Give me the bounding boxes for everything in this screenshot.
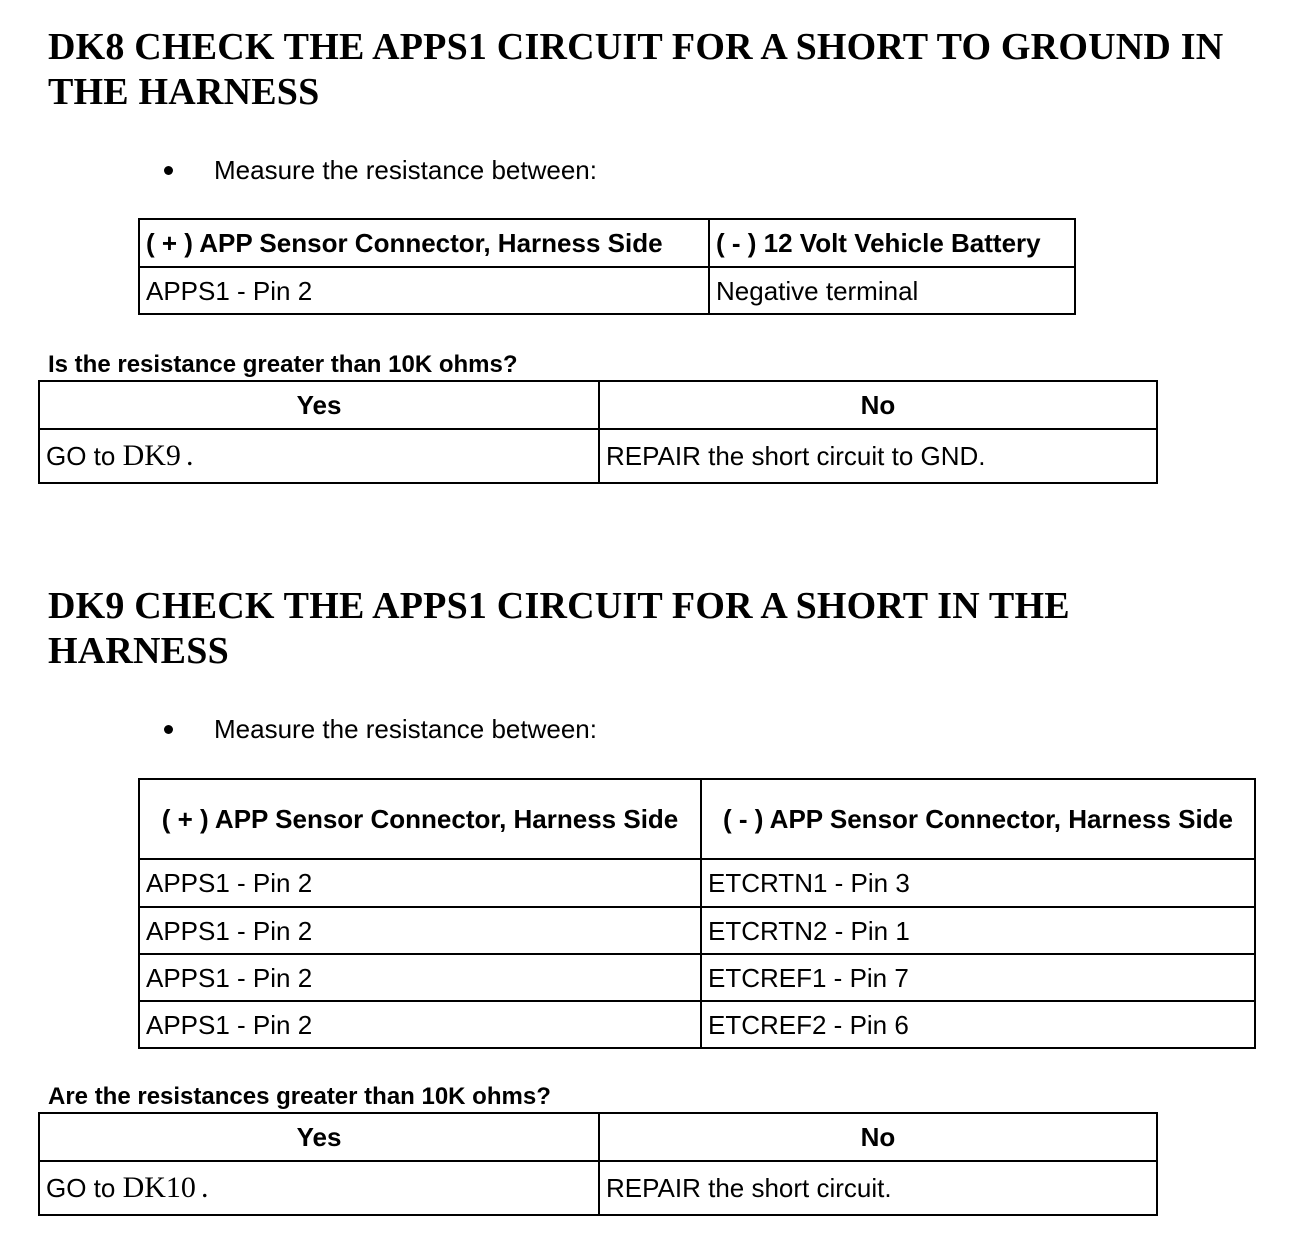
dk8-question: Is the resistance greater than 10K ohms? (48, 351, 518, 378)
bullet-dot-icon (164, 725, 173, 734)
table-row (39, 429, 1157, 483)
dk9-measure-cell: APPS1 - Pin 2 (139, 954, 701, 1001)
dk8-bullet-text: Measure the resistance between: (214, 155, 597, 185)
table-row (139, 859, 1255, 907)
dk9-measure-cell: ETCRTN2 - Pin 1 (701, 907, 1255, 954)
dk8-yes-prefix: GO to (46, 441, 116, 471)
dk9-yes-suffix: . (200, 1171, 209, 1204)
bullet-dot-icon (164, 166, 173, 175)
table-row (39, 1161, 1157, 1215)
dk9-yes-header: Yes (39, 1113, 599, 1161)
dk8-yes-suffix: . (185, 439, 194, 472)
dk8-no-cell: REPAIR the short circuit to GND. (599, 429, 1157, 483)
table-row (139, 1001, 1255, 1048)
dk9-measure-cell: ETCREF2 - Pin 6 (701, 1001, 1255, 1048)
table-row (139, 907, 1255, 954)
table-row (139, 267, 1075, 314)
dk8-measure-cell: Negative terminal (709, 267, 1075, 314)
table-row (139, 954, 1255, 1001)
dk8-heading: DK8 CHECK THE APPS1 CIRCUIT FOR A SHORT TO GROUND IN THE HARNESS (48, 26, 1224, 113)
dk9-measure-cell: APPS1 - Pin 2 (139, 1001, 701, 1048)
dk9-measure-header-plus: ( + ) APP Sensor Connector, Harness Side (139, 779, 701, 859)
dk8-measure-cell: APPS1 - Pin 2 (139, 267, 709, 314)
dk8-yes-cell (39, 429, 599, 483)
goto-dk9-link[interactable]: DK9 (122, 439, 181, 472)
dk9-measure-header-minus: ( - ) APP Sensor Connector, Harness Side (701, 779, 1255, 859)
dk9-yes-cell (39, 1161, 599, 1215)
dk8-measure-header-plus: ( + ) APP Sensor Connector, Harness Side (139, 219, 709, 267)
dk9-answer-table (38, 1112, 1158, 1216)
dk8-measure-header-minus: ( - ) 12 Volt Vehicle Battery (709, 219, 1075, 267)
dk8-measure-table (138, 218, 1076, 315)
dk9-measure-cell: APPS1 - Pin 2 (139, 859, 701, 907)
dk9-measure-table (138, 778, 1256, 1049)
dk9-no-header: No (599, 1113, 1157, 1161)
goto-dk10-link[interactable]: DK10 (122, 1171, 196, 1204)
dk8-answer-table (38, 380, 1158, 484)
dk9-measure-cell: ETCRTN1 - Pin 3 (701, 859, 1255, 907)
dk9-question: Are the resistances greater than 10K ohms? (48, 1083, 551, 1110)
dk8-no-header: No (599, 381, 1157, 429)
dk9-bullet-text: Measure the resistance between: (214, 714, 597, 744)
dk9-measure-cell: ETCREF1 - Pin 7 (701, 954, 1255, 1001)
dk9-yes-prefix: GO to (46, 1173, 116, 1203)
dk9-heading: DK9 CHECK THE APPS1 CIRCUIT FOR A SHORT IN THE HARNESS (48, 585, 1070, 672)
dk9-measure-cell: APPS1 - Pin 2 (139, 907, 701, 954)
dk9-no-cell: REPAIR the short circuit. (599, 1161, 1157, 1215)
dk8-yes-header: Yes (39, 381, 599, 429)
